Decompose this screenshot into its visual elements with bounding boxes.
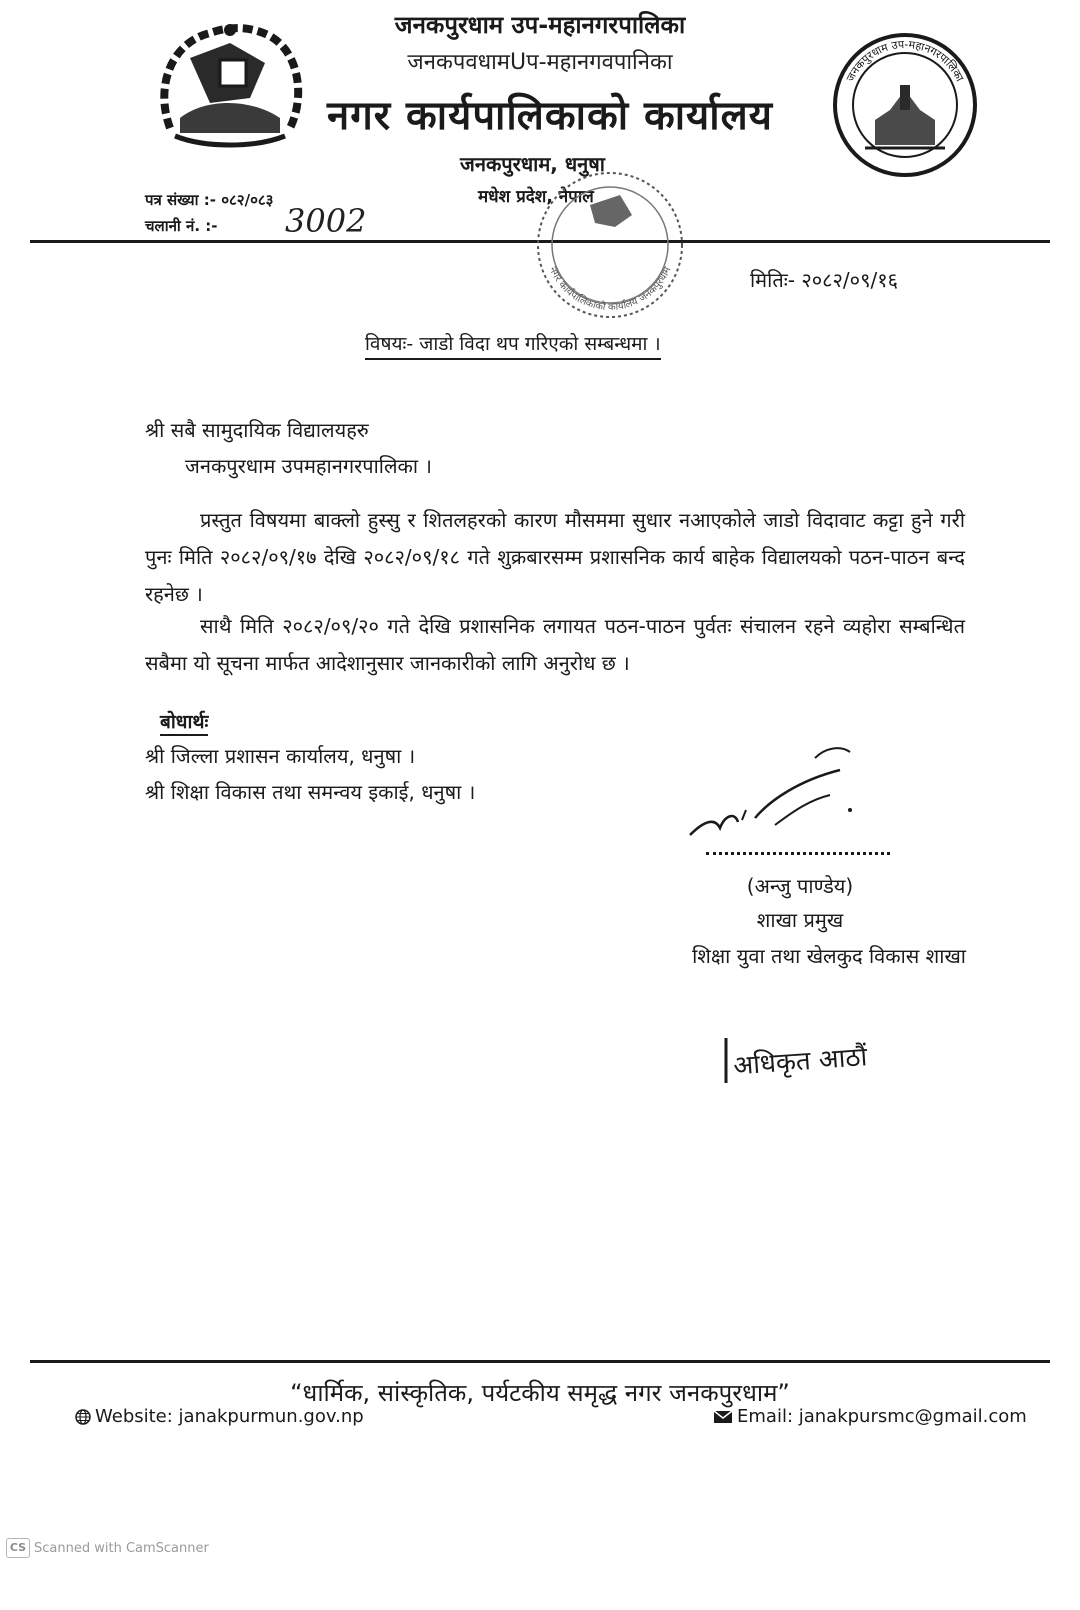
footer-motto: “धार्मिक, सांस्कृतिक, पर्यटकीय समृद्ध नगर जनकपुरधाम”: [290, 1379, 790, 1407]
footer-email: [713, 1406, 1027, 1427]
footer-divider: [30, 1360, 1050, 1363]
website-text: Website: janakpurmun.gov.np: [95, 1406, 364, 1427]
signatory-branch: शिक्षा युवा तथा खेलकुद विकास शाखा: [692, 944, 966, 968]
signatory-name: (अन्जु पाण्डेय): [746, 874, 854, 898]
office-title: नगर कार्यपालिकाको कार्यालय: [327, 93, 773, 139]
address-city: जनकपुरधाम, धनुषा: [460, 152, 605, 176]
rank-stamp: [718, 1028, 888, 1088]
dispatch-number-label: चलानी नं. :-: [145, 217, 218, 235]
body-paragraph-1: प्रस्तुत विषयमा बाक्लो हुस्सु र शितलहरको कारण मौसममा सुधार नआएकोले जाडो विदावाट कट्टा हुने गरी पुनः मिति २०८२/०९/१७ देखि २०८२/०९/१८ गते शुक्रबारसम्म प्रशासनिक कार्य बाहेक विद्यालयको पठन-पाठन बन्द रहनेछ ।: [145, 508, 965, 606]
dispatch-number-handwritten: 3002: [285, 202, 367, 240]
addressee-line1: श्री सबै सामुदायिक विद्यालयहरु: [145, 418, 369, 442]
letter-subject: विषयः- जाडो विदा थप गरिएको सम्बन्धमा ।: [365, 330, 661, 360]
office-round-stamp-text: नगर कार्यपालिकाको कार्यालय जनकपुरधाम: [546, 265, 674, 314]
envelope-icon: [713, 1410, 733, 1424]
cc-title: बोधार्थः: [160, 708, 208, 736]
camscanner-watermark: [6, 1538, 209, 1558]
addressee-line2: जनकपुरधाम उपमहानगरपालिका ।: [185, 454, 433, 478]
municipality-seal: [830, 30, 980, 180]
letter-number: पत्र संख्या :- ०८२/०८३: [145, 191, 274, 209]
cc-item: श्री शिक्षा विकास तथा समन्वय इकाई, धनुषा ।: [145, 780, 476, 804]
coat-of-arms-emblem: [150, 18, 310, 158]
letter-date: मितिः- २०८२/०९/१६: [750, 268, 899, 292]
body-paragraph-2: साथै मिति २०८२/०९/२० गते देखि प्रशासनिक लगायत पठन-पाठन पुर्वतः संचालन रहने व्यहोरा सम्बन्धित सबैमा यो सूचना मार्फत आदेशानुसार जानकारीको लागि अनुरोध छ ।: [145, 614, 965, 675]
office-round-stamp: [520, 165, 700, 330]
svg-text:नगर कार्यपालिकाको कार्यालय जनक: [547, 264, 674, 313]
signature-dotted-line: [706, 842, 890, 855]
municipality-seal-text: जनकपुरधाम उप-महानगरपालिका: [843, 37, 967, 84]
signatory-designation: शाखा प्रमुख: [756, 908, 844, 932]
org-name-line2: जनकपवधामUप-महानगवपानिका: [407, 50, 673, 75]
address-province: मधेश प्रदेश, नेपाल: [478, 187, 594, 207]
camscanner-logo-icon: CS: [6, 1538, 30, 1558]
rank-stamp-text: अधिकृत आठौं: [732, 1042, 869, 1082]
footer-website: [75, 1406, 364, 1427]
org-name-line1: जनकपुरधाम उप-महानगरपालिका: [394, 11, 686, 39]
camscanner-text: Scanned with CamScanner: [34, 1540, 209, 1556]
handwritten-signature: [680, 740, 870, 850]
globe-icon: [75, 1409, 91, 1425]
cc-item: श्री जिल्ला प्रशासन कार्यालय, धनुषा ।: [145, 744, 416, 768]
email-text: Email: janakpursmc@gmail.com: [737, 1406, 1027, 1427]
